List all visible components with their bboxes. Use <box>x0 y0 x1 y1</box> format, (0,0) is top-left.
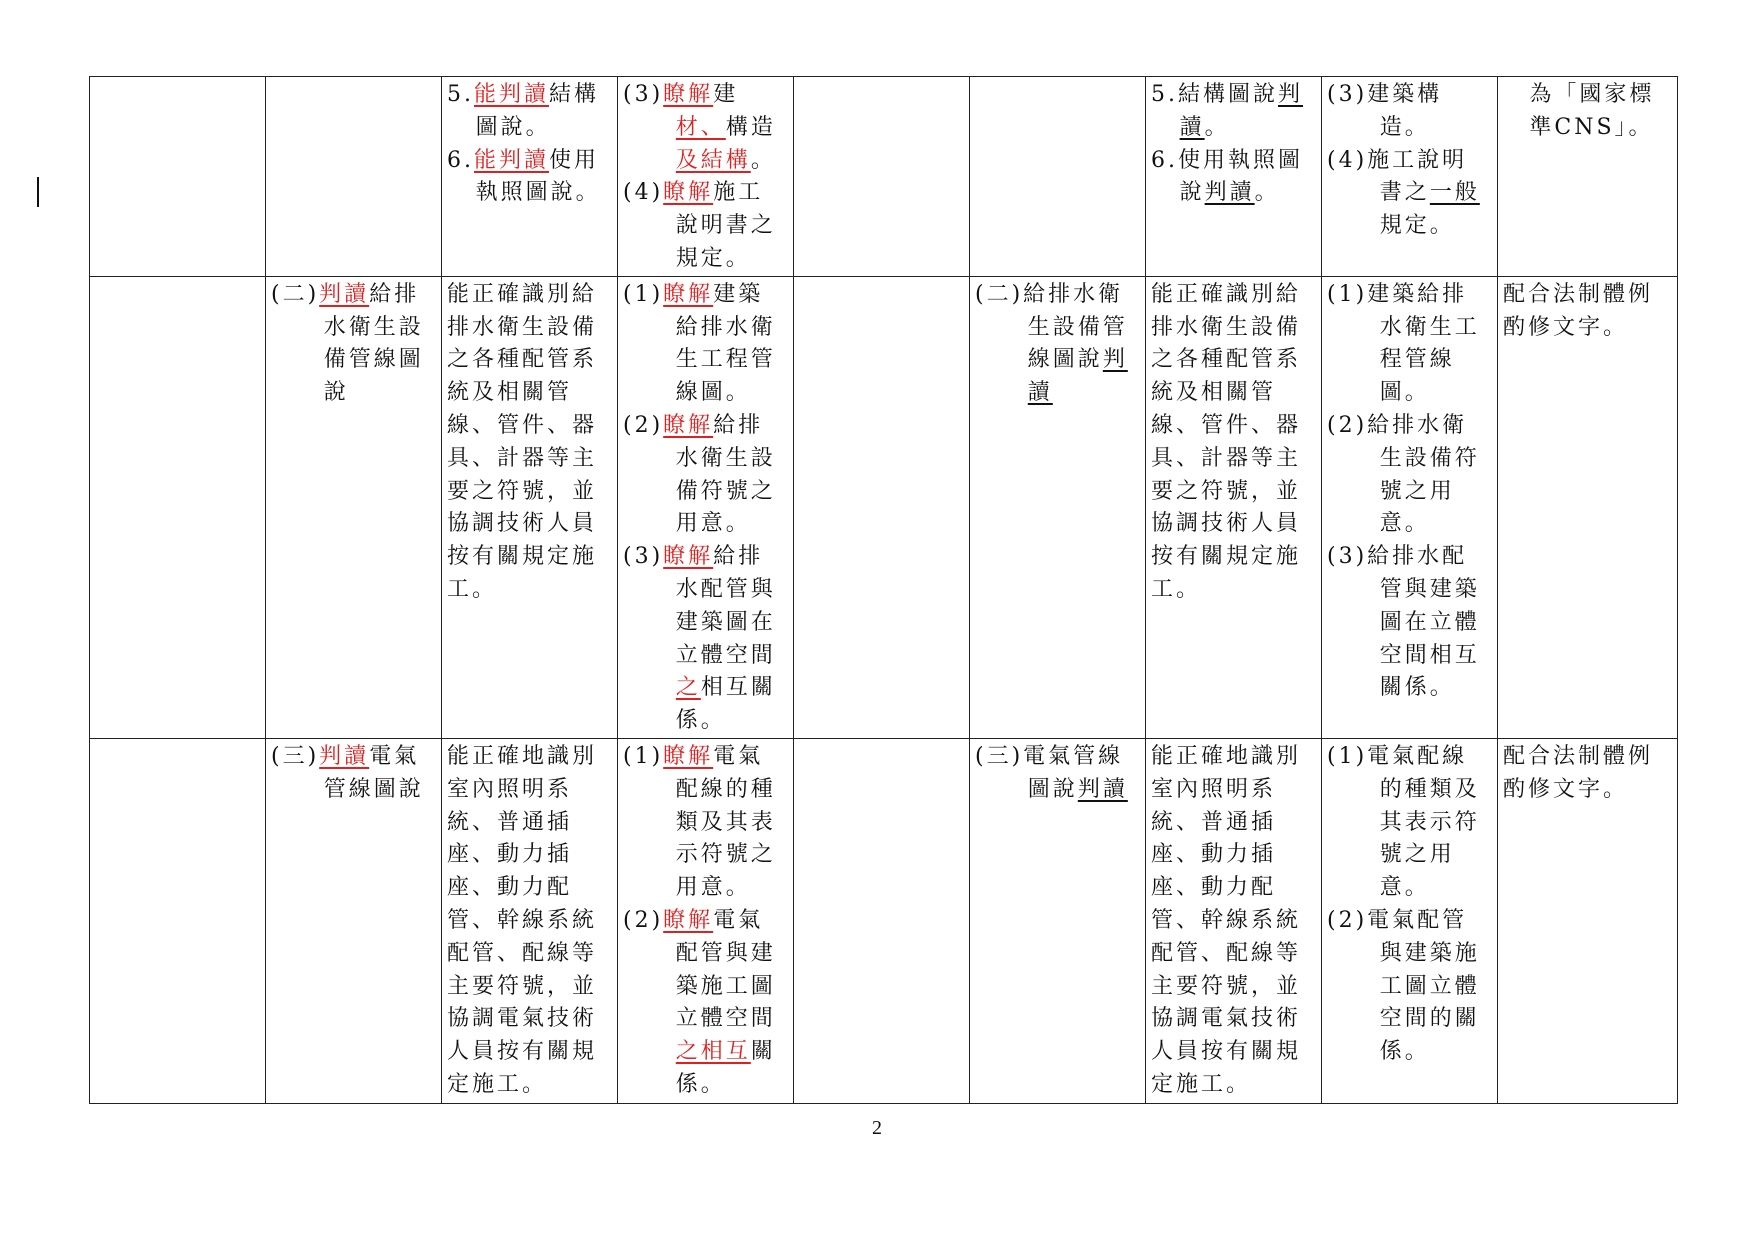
revised-text: 材、 <box>675 114 726 140</box>
list-item <box>623 410 788 541</box>
list-item <box>1327 410 1492 541</box>
list-item <box>1327 279 1492 410</box>
item-number: (1) <box>1327 281 1368 307</box>
revised-text: 判讀 <box>319 743 370 769</box>
list-item <box>1327 145 1492 243</box>
item-number: (2) <box>623 907 664 933</box>
body-text: 給排水配管與建築圖在立體空間 <box>675 544 776 668</box>
list-item <box>623 905 788 1102</box>
body-text: 電氣管線圖說 <box>1023 743 1124 802</box>
item-number: (2) <box>1327 412 1368 438</box>
cell-old-item <box>970 738 1146 1103</box>
item-number: 6. <box>1151 147 1178 173</box>
item-number: (三) <box>271 743 320 769</box>
body-text: 結構圖說 <box>1178 82 1279 107</box>
item-number: (3) <box>1327 82 1368 107</box>
item-number: (1) <box>623 281 664 307</box>
revised-text: 瞭解 <box>663 82 714 107</box>
item-number: (3) <box>623 544 664 570</box>
body-text: 。 <box>1254 180 1280 206</box>
cell-new-knowledge <box>618 276 794 738</box>
cell-note <box>1498 738 1678 1103</box>
revised-text: 能判讀 <box>474 147 550 173</box>
cell-new-competency <box>442 276 618 738</box>
body-text: 給排水配管與建築圖在立體空間相互關係。 <box>1367 544 1480 701</box>
item-number: (4) <box>623 180 664 206</box>
body-text: 。 <box>750 147 776 173</box>
cell-new-knowledge <box>618 77 794 277</box>
revised-text: 及結構 <box>675 147 751 173</box>
list-item <box>447 79 612 145</box>
body-text: 使用執照圖說 <box>1178 147 1304 206</box>
revised-text: 瞭解 <box>663 180 714 206</box>
cell-empty <box>794 738 970 1103</box>
body-text: 建 <box>713 82 739 107</box>
body-text: 給排水衛生設備管線圖說 <box>1023 281 1128 373</box>
cell-empty <box>794 77 970 277</box>
competency-text: 能正確識別給排水衛生設備之各種配管系統及相關管線、管件、器具、計器等主要之符號，並協調技術人員按有關規定施工。 <box>1151 281 1302 602</box>
cell-new-knowledge <box>618 738 794 1103</box>
item-heading <box>975 279 1140 410</box>
text-cursor <box>37 177 39 207</box>
cell-new-item <box>266 738 442 1103</box>
cell-old-knowledge <box>1322 276 1498 738</box>
competency-text: 能正確地識別室內照明系統、普通插座、動力插座、動力配管、幹線系統配管、配線等主要符號，並協調電氣技術人員按有關規定施工。 <box>1151 743 1302 1097</box>
cell-old-knowledge <box>1322 738 1498 1103</box>
list-item <box>1151 145 1316 211</box>
item-number: (三) <box>975 743 1024 769</box>
body-text: 電氣管線圖說 <box>323 743 424 802</box>
comparison-table <box>89 76 1678 1104</box>
body-text: 給排水衛生設備符號之用意。 <box>1367 412 1480 537</box>
item-number: 5. <box>1151 82 1178 107</box>
table-row <box>90 738 1678 1103</box>
page-number: 2 <box>872 1117 882 1139</box>
body-text: 電氣配線的種類及其表示符號之用意。 <box>1367 743 1480 901</box>
list-item <box>447 145 612 211</box>
body-text: 構造 <box>725 114 776 140</box>
cell-empty <box>794 276 970 738</box>
cell-new-item <box>266 276 442 738</box>
underlined-text: 一般 <box>1429 180 1480 206</box>
body-text: 。 <box>1204 114 1230 140</box>
note-text: 配合法制體例酌修文字。 <box>1503 743 1654 802</box>
note-text: 為「國家標準CNS」。 <box>1529 82 1655 140</box>
item-number: (3) <box>1327 544 1368 570</box>
item-number: (1) <box>623 743 664 769</box>
body-text: 建築給排水衛生工程管線圖。 <box>1367 281 1480 406</box>
body-text: 相互關係。 <box>675 675 776 734</box>
note-text: 配合法制體例酌修文字。 <box>1503 281 1654 340</box>
list-item <box>1327 905 1492 1069</box>
body-text: 建築給排水衛生工程管線圖。 <box>675 281 776 406</box>
revised-text: 瞭解 <box>663 544 714 570</box>
revised-text: 判讀 <box>319 281 370 307</box>
item-number: (2) <box>623 412 664 438</box>
cell-empty <box>90 276 266 738</box>
cell-old-competency <box>1146 77 1322 277</box>
item-heading <box>271 741 436 807</box>
item-heading <box>271 279 436 410</box>
body-text: 結構圖說。 <box>475 82 600 140</box>
cell-empty <box>90 77 266 277</box>
table-row <box>90 276 1678 738</box>
body-text: 關係。 <box>675 1039 776 1097</box>
cell-empty <box>970 77 1146 277</box>
underlined-text: 判讀 <box>1077 776 1128 802</box>
underlined-text: 判讀 <box>1027 347 1128 406</box>
cell-old-competency <box>1146 276 1322 738</box>
item-number: (二) <box>271 281 320 307</box>
item-number: 5. <box>447 82 474 107</box>
body-text: 給排水衛生設備管線圖說 <box>323 281 424 406</box>
competency-text: 能正確識別給排水衛生設備之各種配管系統及相關管線、管件、器具、計器等主要之符號，並協調技術人員按有關規定施工。 <box>447 281 598 602</box>
list-item <box>623 279 788 410</box>
item-number: (4) <box>1327 147 1368 173</box>
underlined-text: 判讀 <box>1204 180 1255 206</box>
underlined-text: 讀 <box>1179 114 1205 140</box>
revised-text: 瞭解 <box>663 412 714 438</box>
cell-note <box>1498 276 1678 738</box>
list-item <box>1327 79 1492 145</box>
body-text: 電氣配管與建築施工圖立體空間的關係。 <box>1367 907 1480 1065</box>
table-row <box>90 77 1678 277</box>
revised-text: 瞭解 <box>663 743 714 769</box>
item-number: 6. <box>447 147 474 173</box>
body-text: 規定。 <box>1379 213 1455 239</box>
cell-empty <box>266 77 442 277</box>
body-text: 給排水衛生設備符號之用意。 <box>675 412 776 537</box>
cell-old-competency <box>1146 738 1322 1103</box>
cell-old-knowledge <box>1322 77 1498 277</box>
list-item <box>623 79 788 177</box>
revised-text: 之相互 <box>675 1039 751 1065</box>
competency-text: 能正確地識別室內照明系統、普通插座、動力插座、動力配管、幹線系統配管、配線等主要符號，並協調電氣技術人員按有關規定施工。 <box>447 743 598 1097</box>
item-heading <box>975 741 1140 807</box>
body-text: 使用執照圖說。 <box>475 147 601 206</box>
cell-new-competency <box>442 77 618 277</box>
cell-empty <box>90 738 266 1103</box>
item-number: (3) <box>623 82 664 107</box>
revised-text: 瞭解 <box>663 281 714 307</box>
item-number: (2) <box>1327 907 1368 933</box>
body-text: 電氣配線的種類及其表示符號之用意。 <box>675 743 776 901</box>
body-text: 建築構造。 <box>1367 82 1443 140</box>
cell-note <box>1498 77 1678 277</box>
body-text: 施工說明書之規定。 <box>675 180 776 271</box>
list-item <box>623 741 788 905</box>
list-item <box>1151 79 1316 145</box>
revised-text: 瞭解 <box>663 907 714 933</box>
item-number: (1) <box>1327 743 1368 769</box>
list-item <box>1327 741 1492 905</box>
body-text: 電氣配管與建築施工圖立體空間 <box>675 907 776 1032</box>
cell-new-competency <box>442 738 618 1103</box>
list-item <box>623 541 788 738</box>
list-item <box>623 177 788 275</box>
underlined-text: 判 <box>1278 82 1304 107</box>
revised-text: 之 <box>675 675 701 701</box>
list-item <box>1327 541 1492 705</box>
item-number: (二) <box>975 281 1024 307</box>
revised-text: 能判讀 <box>474 82 550 107</box>
body-text: 施工說明書之 <box>1367 147 1468 206</box>
cell-old-item <box>970 276 1146 738</box>
